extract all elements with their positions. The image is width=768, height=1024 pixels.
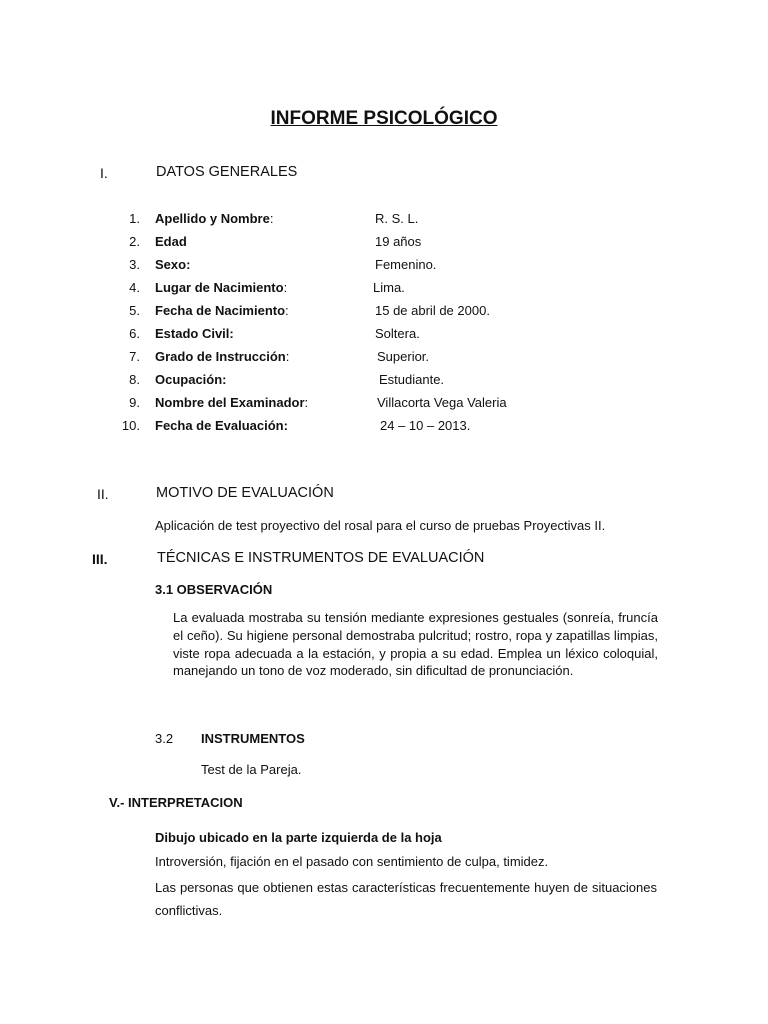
item-label: Fecha de Nacimiento <box>155 303 286 318</box>
item-number: 5. <box>129 303 140 318</box>
item-separator: : <box>304 395 309 410</box>
instruments-text: Test de la Pareja. <box>201 762 302 777</box>
item-value: Soltera. <box>375 326 420 341</box>
interpretation-line-1: Introversión, fijación en el pasado con sentimiento de culpa, timidez. <box>155 854 549 869</box>
section-2-title: MOTIVO DE EVALUACIÓN <box>156 485 334 501</box>
item-number: 6. <box>129 326 140 341</box>
item-label: Estado Civil: <box>155 326 234 341</box>
document-title: INFORME PSICOLÓGICO <box>270 108 498 129</box>
item-label: Nombre del Examinador <box>155 395 305 410</box>
item-label: Edad <box>155 234 187 249</box>
item-value: 15 de abril de 2000. <box>375 303 490 318</box>
item-label: Fecha de Evaluación: <box>155 418 288 433</box>
item-value: 24 – 10 – 2013. <box>380 418 471 433</box>
item-value: Lima. <box>373 280 405 295</box>
item-value: Femenino. <box>375 257 437 272</box>
interpretation-subtitle: Dibujo ubicado en la parte izquierda de la hoja <box>155 830 442 845</box>
section-3-title: TÉCNICAS E INSTRUMENTOS DE EVALUACIÓN <box>157 550 485 566</box>
observation-text: La evaluada mostraba su tensión mediante expresiones gestuales (sonreía, fruncía el ceño). Su higiene personal demostraba pulcritud; rostro, ropa y zapatillas limpias, viste ropa adecuada a la estación, y propia a su edad. Emplea un léxico coloquial, manejando un tono de voz moderado, sin dificultad de pronunciación. <box>173 610 658 679</box>
motive-text: Aplicación de test proyectivo del rosal para el curso de pruebas Proyectivas II. <box>155 518 606 533</box>
interpretation-heading: V.- INTERPRETACION <box>109 795 243 810</box>
item-number: 8. <box>129 372 140 387</box>
item-number: 4. <box>129 280 140 295</box>
item-number: 1. <box>129 211 140 226</box>
item-separator: : <box>285 349 290 364</box>
item-label: Apellido y Nombre <box>155 211 270 226</box>
instruments-number: 3.2 <box>155 731 174 746</box>
item-number: 7. <box>129 349 140 364</box>
item-value: Estudiante. <box>379 372 445 387</box>
section-1-number: I. <box>100 165 108 181</box>
item-number: 2. <box>129 234 140 249</box>
observation-heading: 3.1 OBSERVACIÓN <box>155 582 273 597</box>
item-label: Lugar de Nacimiento <box>155 280 284 295</box>
instruments-heading: INSTRUMENTOS <box>201 731 305 746</box>
item-separator: : <box>283 280 288 295</box>
section-1-title: DATOS GENERALES <box>156 164 298 180</box>
item-number: 9. <box>129 395 140 410</box>
section-3-number: III. <box>92 551 108 567</box>
item-value: Superior. <box>377 349 430 364</box>
interpretation-line-2: Las personas que obtienen estas características frecuentemente huyen de situaciones conflictivas. <box>155 880 657 918</box>
item-number: 10. <box>121 418 140 433</box>
item-label: Sexo: <box>155 257 191 272</box>
section-2-number: II. <box>97 486 109 502</box>
item-label: Grado de Instrucción <box>155 349 286 364</box>
item-separator: : <box>269 211 274 226</box>
item-label: Ocupación: <box>155 372 227 387</box>
item-value: 19 años <box>375 234 422 249</box>
item-value: R. S. L. <box>375 211 419 226</box>
item-value: Villacorta Vega Valeria <box>377 395 507 410</box>
item-number: 3. <box>129 257 140 272</box>
item-separator: : <box>285 303 289 318</box>
